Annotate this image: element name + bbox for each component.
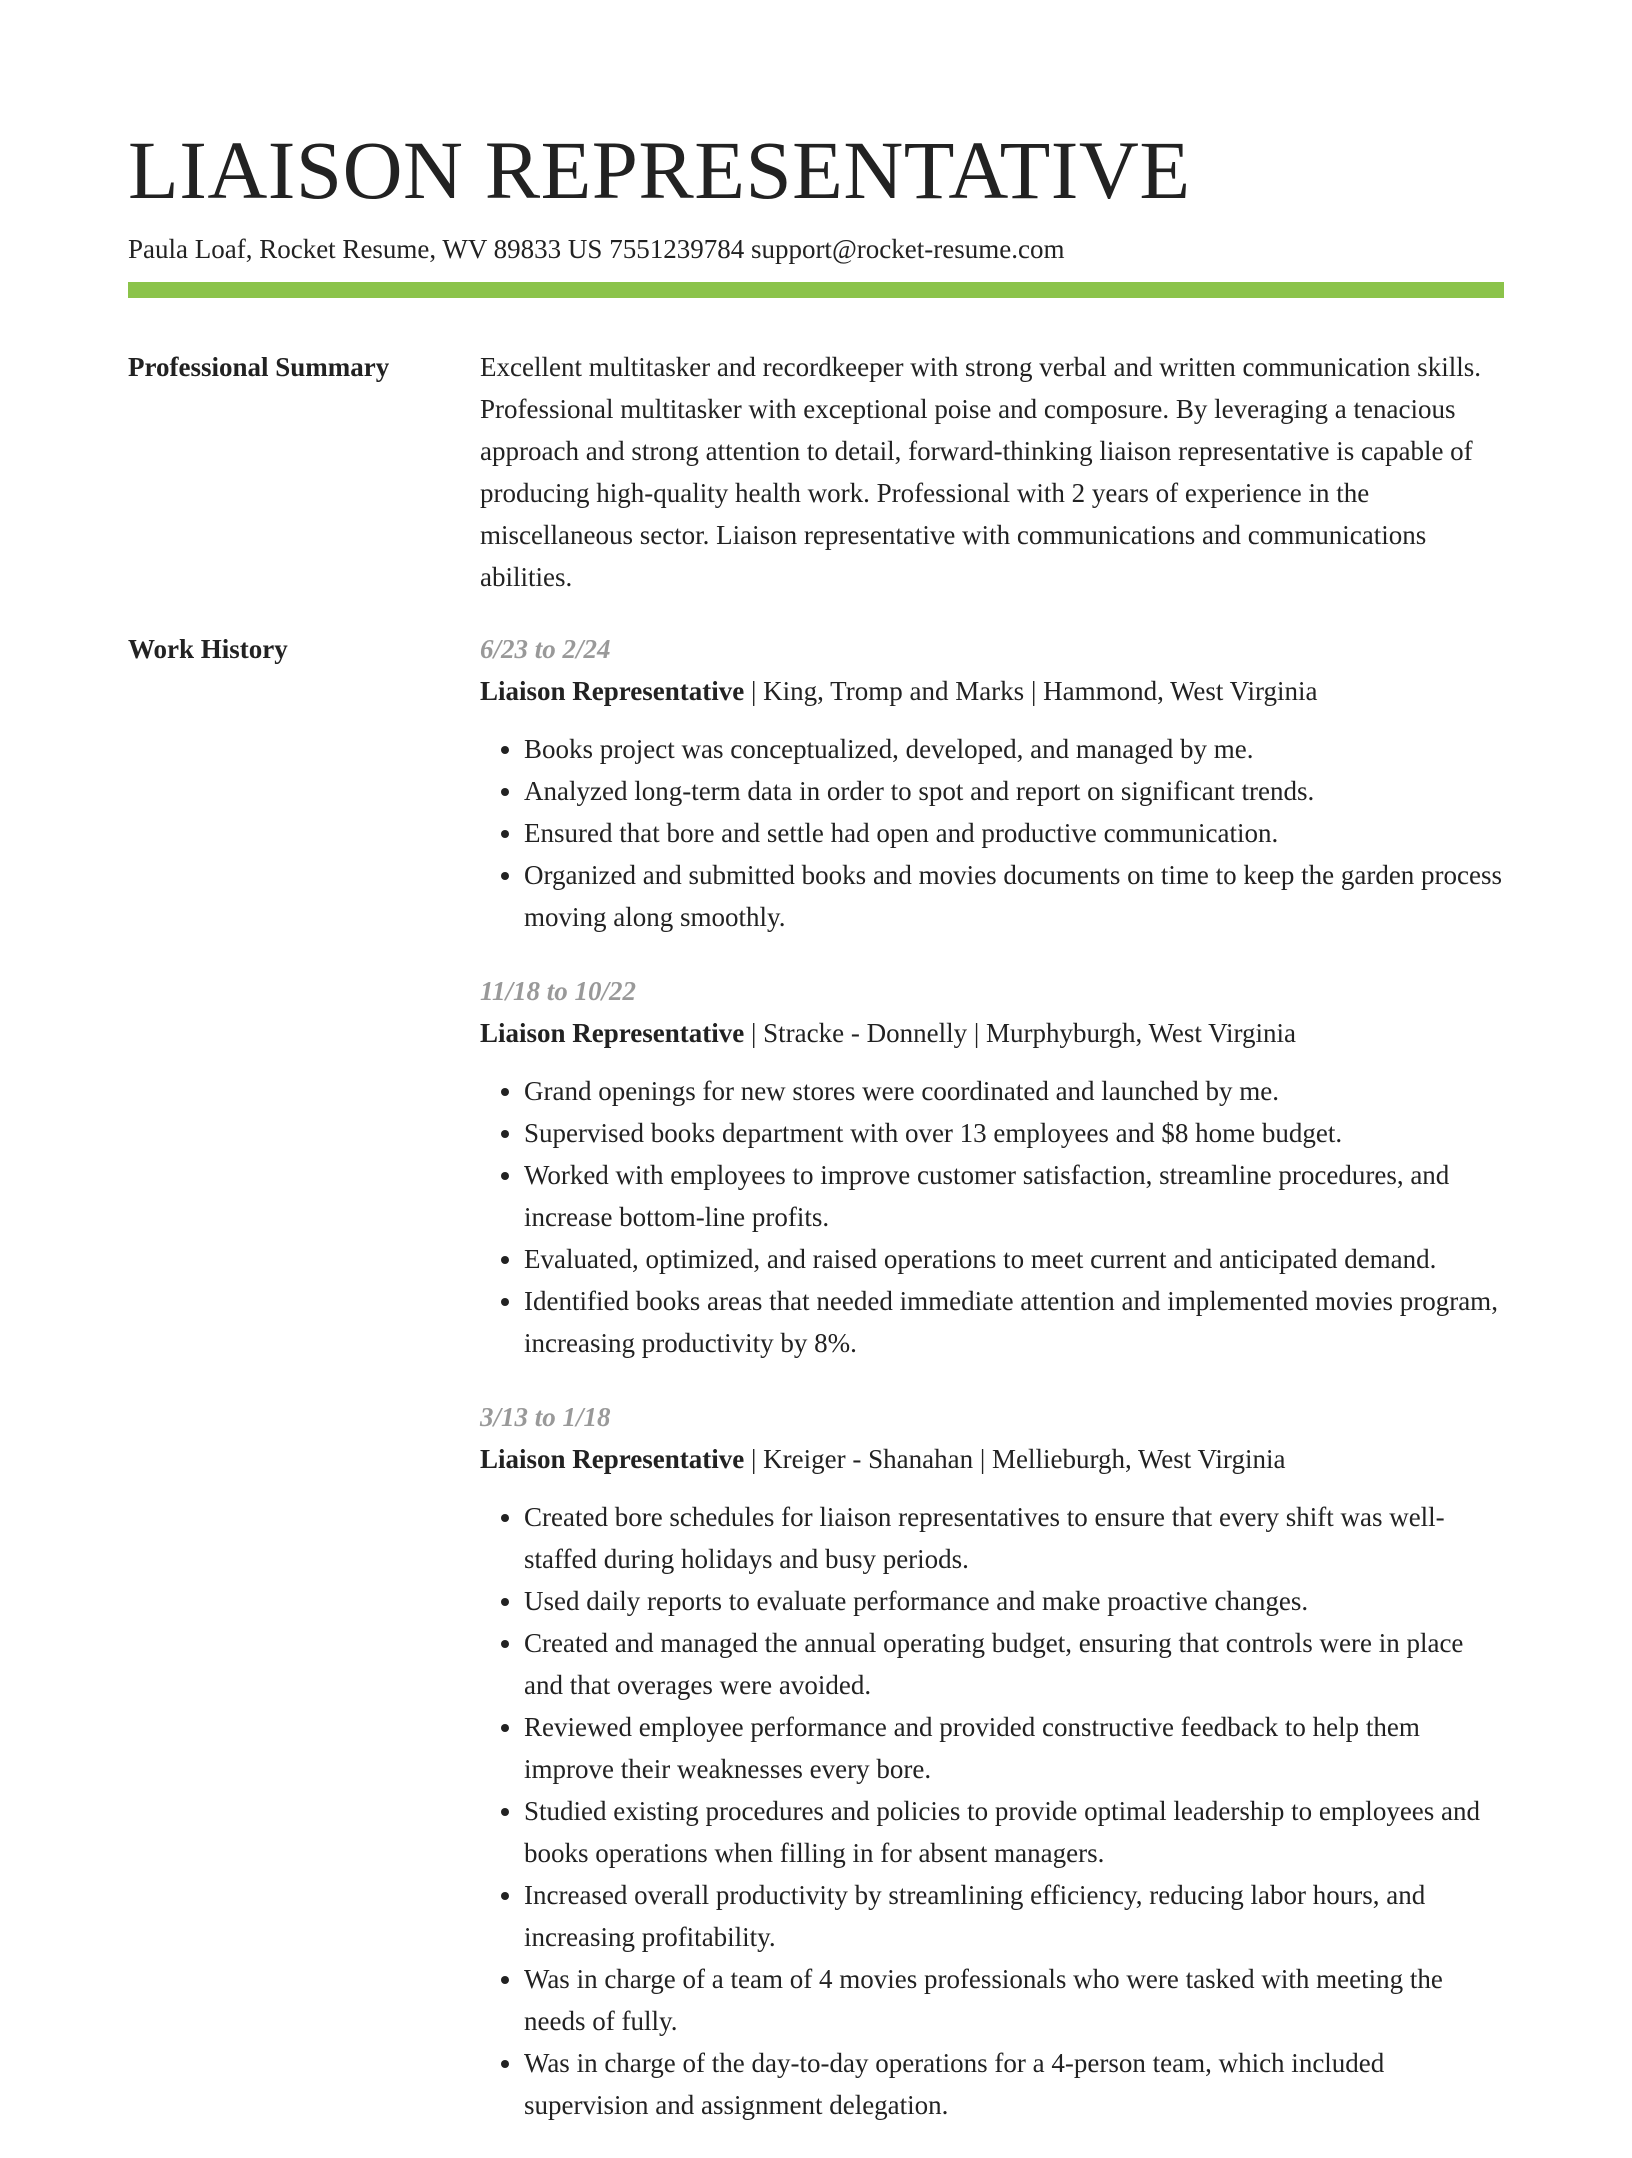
job-bullet-item: • Identified books areas that needed immediate attention and implemented movies program, increasing productivity by 8%. — [524, 1280, 1504, 1364]
job-location: Mellieburgh, West Virginia — [991, 1444, 1286, 1474]
job-role: Liaison Representative — [480, 1444, 745, 1474]
work-history-section — [128, 628, 1504, 2158]
job-company: Kreiger - Shanahan — [763, 1444, 974, 1474]
job-bullet-item: • Evaluated, optimized, and raised operations to meet current and anticipated demand. — [524, 1238, 1504, 1280]
job-heading — [480, 1012, 1504, 1054]
job-bullet-item: • Was in charge of the day-to-day operations for a 4-person team, which included supervision and assignment delegation. — [524, 2042, 1504, 2126]
job-bullet-item: • Worked with employees to improve customer satisfaction, streamline procedures, and increase bottom-line profits. — [524, 1154, 1504, 1238]
job-separator: | — [744, 1444, 764, 1474]
job-separator: | — [1024, 676, 1044, 706]
job-location: Hammond, West Virginia — [1043, 676, 1318, 706]
job-entry — [480, 970, 1504, 1364]
job-bullet-item: • Created and managed the annual operating budget, ensuring that controls were in place and that overages were avoided. — [524, 1622, 1504, 1706]
job-entry — [480, 1396, 1504, 2126]
job-entry — [480, 628, 1504, 938]
job-bullet-item: • Was in charge of a team of 4 movies professionals who were tasked with meeting the needs of fully. — [524, 1958, 1504, 2042]
job-separator: | — [744, 676, 764, 706]
accent-divider — [128, 282, 1504, 298]
job-bullets — [480, 728, 1504, 938]
job-company: King, Tromp and Marks — [763, 676, 1025, 706]
job-separator: | — [744, 1018, 764, 1048]
resume-page — [128, 0, 1504, 2158]
section-label-summary: Professional Summary — [128, 352, 390, 382]
job-bullet-item: • Used daily reports to evaluate performance and make proactive changes. — [524, 1580, 1504, 1622]
job-location: Murphyburgh, West Virginia — [986, 1018, 1296, 1048]
job-bullet-item: • Supervised books department with over 13 employees and $8 home budget. — [524, 1112, 1504, 1154]
resume-title: LIAISON REPRESENTATIVE — [128, 124, 1191, 216]
job-bullet-item: • Reviewed employee performance and provided constructive feedback to help them improve their weaknesses every bore. — [524, 1706, 1504, 1790]
job-bullet-item: • Created bore schedules for liaison representatives to ensure that every shift was well-staffed during holidays and busy periods. — [524, 1496, 1504, 1580]
job-bullet-item: • Analyzed long-term data in order to spot and report on significant trends. — [524, 770, 1504, 812]
job-bullet-item: • Books project was conceptualized, developed, and managed by me. — [524, 728, 1504, 770]
contact-line: Paula Loaf, Rocket Resume, WV 89833 US 7551239784 support@rocket-resume.com — [128, 234, 1065, 264]
job-bullet-item: • Increased overall productivity by streamlining efficiency, reducing labor hours, and increasing profitability. — [524, 1874, 1504, 1958]
job-bullet-item: • Ensured that bore and settle had open and productive communication. — [524, 812, 1504, 854]
job-bullets — [480, 1070, 1504, 1364]
job-company: Stracke - Donnelly — [763, 1018, 968, 1048]
job-role: Liaison Representative — [480, 676, 745, 706]
job-bullet-item: • Organized and submitted books and movies documents on time to keep the garden process moving along smoothly. — [524, 854, 1504, 938]
job-separator: | — [973, 1444, 992, 1474]
job-bullet-item: • Studied existing procedures and policies to provide optimal leadership to employees and books operations when filling in for absent managers. — [524, 1790, 1504, 1874]
professional-summary-section — [128, 346, 1504, 598]
job-dates: 6/23 to 2/24 — [480, 634, 611, 664]
job-bullets — [480, 1496, 1504, 2126]
summary-text: Excellent multitasker and recordkeeper with strong verbal and written communication skills. Professional multitasker with exceptional poise and composure. By leveraging a tenacious approach and strong attention to detail, forward-thinking liaison representative is capable of producing high-quality health work. Professional with 2 years of experience in the miscellaneous sector. Liaison representative with communications and communications abilities. — [480, 352, 1481, 592]
job-bullet-item: • Grand openings for new stores were coordinated and launched by me. — [524, 1070, 1504, 1112]
job-heading — [480, 670, 1504, 712]
job-separator: | — [967, 1018, 986, 1048]
job-role: Liaison Representative — [480, 1018, 745, 1048]
job-dates: 11/18 to 10/22 — [480, 976, 637, 1006]
job-dates: 3/13 to 1/18 — [480, 1402, 611, 1432]
work-history-list — [480, 628, 1504, 2158]
job-heading — [480, 1438, 1504, 1480]
section-label-work-history: Work History — [128, 634, 288, 664]
